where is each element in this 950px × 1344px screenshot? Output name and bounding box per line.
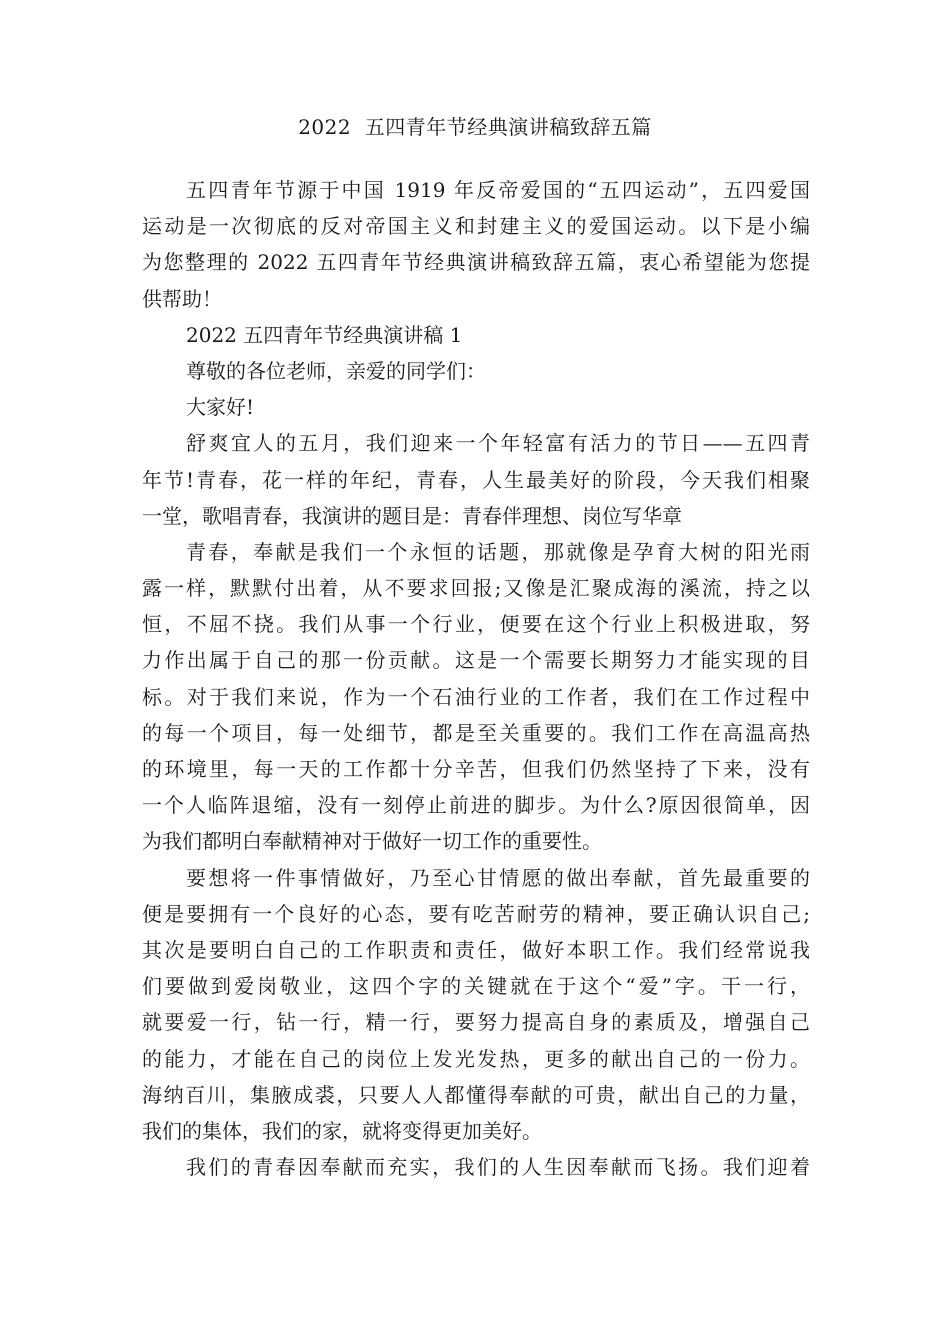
text-line: 运动是一次彻底的反对帝国主义和封建主义的爱国运动。以下是小编 xyxy=(142,214,810,239)
text-line: 尊敬的各位老师，亲爱的同学们： xyxy=(186,358,486,383)
paragraph-salutation xyxy=(142,353,810,389)
text-line: 露一样，默默付出着，从不要求回报;又像是汇聚成海的溪流，持之以 xyxy=(142,576,810,601)
text-line: 一堂，歌唱青春，我演讲的题目是：青春伴理想、岗位写华章 xyxy=(142,503,682,528)
text-line: 年节!青春，花一样的年纪，青春，人生最美好的阶段，今天我们相聚 xyxy=(142,467,810,492)
document-title: 2022 五四青年节经典演讲稿致辞五篇 xyxy=(298,115,652,139)
text-line: 青春，奉献是我们一个永恒的话题，那就像是孕育大树的阳光雨 xyxy=(186,539,810,564)
text-line: 海纳百川，集腋成裘，只要人人都懂得奉献的可贵，献出自己的力量， xyxy=(142,1082,810,1107)
text-line: 其次是要明白自己的工作职责和责任，做好本职工作。我们经常说我 xyxy=(142,937,810,962)
text-line: 力作出属于自己的那一份贡献。这是一个需要长期努力才能实现的目 xyxy=(142,648,810,673)
paragraph-speech-heading xyxy=(142,317,810,353)
text-line: 要想将一件事情做好，乃至心甘情愿的做出奉献，首先最重要的 xyxy=(186,865,810,890)
text-line: 五四青年节源于中国 1919 年反帝爱国的“五四运动”，五四爱国 xyxy=(186,178,810,202)
text-line: 2022 五四青年节经典演讲稿 1 xyxy=(186,322,463,347)
text-line: 我们的青春因奉献而充实，我们的人生因奉献而飞扬。我们迎着 xyxy=(186,1155,810,1180)
text-line: 大家好! xyxy=(186,395,255,420)
text-line: 便是要拥有一个良好的心态，要有吃苦耐劳的精神，要正确认识自己; xyxy=(142,901,810,926)
paragraph-greeting xyxy=(142,389,810,425)
paragraph-body xyxy=(142,1149,810,1185)
text-line: 就要爱一行，钻一行，精一行，要努力提高自身的素质及，增强自己 xyxy=(142,1010,810,1035)
text-line: 的环境里，每一天的工作都十分辛苦，但我们仍然坚持了下来，没有 xyxy=(142,757,810,781)
text-line: 的能力，才能在自己的岗位上发光发热，更多的献出自己的一份力。 xyxy=(142,1046,810,1071)
text-line: 的每一个项目，每一处细节，都是至关重要的。我们工作在高温高热 xyxy=(142,720,810,745)
paragraph-body xyxy=(142,860,810,1150)
text-line: 我们的集体，我们的家，就将变得更加美好。 xyxy=(142,1118,542,1143)
document-body xyxy=(142,172,810,1185)
paragraph-body xyxy=(142,425,810,534)
paragraph-body xyxy=(142,534,810,860)
text-line: 为您整理的 2022 五四青年节经典演讲稿致辞五篇，衷心希望能为您提 xyxy=(142,250,810,275)
text-line: 们要做到爱岗敬业，这四个字的关键就在于这个“爱”字。干一行， xyxy=(142,974,810,999)
text-line: 供帮助！ xyxy=(142,286,222,311)
paragraph-intro xyxy=(142,172,810,317)
text-line: 一个人临阵退缩，没有一刻停止前进的脚步。为什么?原因很简单，因 xyxy=(142,793,810,818)
text-line: 为我们都明白奉献精神对于做好一切工作的重要性。 xyxy=(142,829,602,854)
text-line: 标。对于我们来说，作为一个石油行业的工作者，我们在工作过程中 xyxy=(142,684,810,709)
text-line: 恒，不屈不挠。我们从事一个行业，便要在这个行业上积极进取，努 xyxy=(142,612,810,637)
text-line: 舒爽宜人的五月，我们迎来一个年轻富有活力的节日——五四青 xyxy=(186,431,810,456)
